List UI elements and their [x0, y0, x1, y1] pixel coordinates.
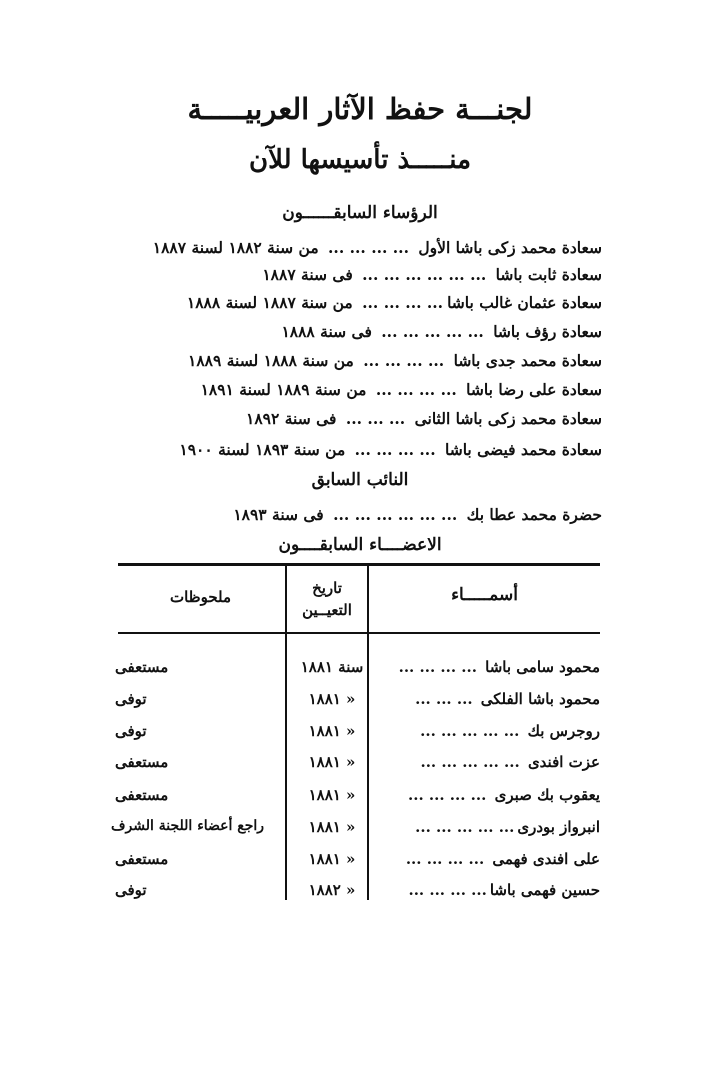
member-date: « ١٨٨١ — [308, 850, 356, 868]
member-date: « ١٨٨١ — [308, 786, 356, 804]
table-row: عزت افندى ... ... ... ... ... « ١٨٨١ مستعفى — [115, 753, 600, 771]
table-top-rule — [118, 563, 600, 566]
president-row: سعادة ثابت باشا ... ... ... ... ... ... فى سنة ١٨٨٧ — [262, 265, 602, 284]
member-name: على افندى فهمى — [492, 850, 600, 868]
table-row: على افندى فهمى ... ... ... ... « ١٨٨١ مستعفى — [115, 850, 600, 868]
presidents-heading: الرؤساء السابقــــــون — [282, 203, 438, 223]
member-name: محمود باشا الفلكى — [480, 690, 600, 708]
table-header-rule — [118, 632, 600, 634]
president-row: سعادة على رضا باشا ... ... ... ... من سنة ١٨٨٩ لسنة ١٨٩١ — [200, 380, 602, 399]
members-heading: الاعضــــاء السابقــــون — [278, 535, 442, 555]
table-row: انبرواز بودرى... ... ... ... ... « ١٨٨١ راجع أعضاء اللجنة الشرف — [111, 818, 600, 836]
page-subtitle: منـــــذ تأسيسها للآن — [248, 145, 472, 175]
member-name: محمود سامى باشا — [485, 658, 600, 676]
president-row: سعادة محمد زكى باشا الثانى ... ... ... فى سنة ١٨٩٢ — [246, 409, 602, 428]
table-row: محمود سامى باشا ... ... ... ... سنة ١٨٨١ مستعفى — [115, 658, 600, 676]
president-row: سعادة محمد جدى باشا ... ... ... ... من سنة ١٨٨٨ لسنة ١٨٨٩ — [188, 351, 602, 370]
member-note: توفى — [115, 722, 147, 740]
president-row: سعادة محمد فيضى باشا ... ... ... ... من سنة ١٨٩٣ لسنة ١٩٠٠ — [179, 440, 602, 459]
member-date: « ١٨٨١ — [308, 818, 356, 836]
member-note: مستعفى — [115, 786, 169, 804]
president-row: سعادة رؤف باشا ... ... ... ... ... فى سنة ١٨٨٨ — [281, 322, 602, 341]
member-name: انبرواز بودرى — [517, 818, 600, 836]
member-note: توفى — [115, 881, 147, 899]
table-row: يعقوب بك صبرى ... ... ... ... « ١٨٨١ مستعفى — [115, 786, 600, 804]
deputy-row: حضرة محمد عطا بك ... ... ... ... ... ... فى سنة ١٨٩٣ — [233, 505, 602, 524]
member-date: سنة ١٨٨١ — [300, 658, 364, 676]
member-date: « ١٨٨٢ — [308, 881, 356, 899]
member-note: توفى — [115, 690, 147, 708]
president-row: سعادة عثمان غالب باشا... ... ... ... من سنة ١٨٨٧ لسنة ١٨٨٨ — [186, 293, 602, 312]
member-name: روجرس بك — [527, 722, 600, 740]
col-header-names: أسمـــــاء — [451, 585, 518, 605]
member-note: مستعفى — [115, 850, 169, 868]
member-name: عزت افندى — [527, 753, 600, 771]
member-note: مستعفى — [115, 753, 169, 771]
table-row: محمود باشا الفلكى ... ... ... « ١٨٨١ توفى — [115, 690, 600, 708]
member-date: « ١٨٨١ — [308, 690, 356, 708]
table-row: روجرس بك ... ... ... ... ... « ١٨٨١ توفى — [115, 722, 600, 740]
col-header-notes: ملحوظات — [169, 588, 232, 606]
member-note: مستعفى — [115, 658, 169, 676]
member-date: « ١٨٨١ — [308, 722, 356, 740]
member-date: « ١٨٨١ — [308, 753, 356, 771]
table-row: حسين فهمى باشا... ... ... ... « ١٨٨٢ توفى — [115, 881, 600, 899]
member-note: راجع أعضاء اللجنة الشرف — [111, 818, 265, 834]
deputy-heading: النائب السابق — [311, 470, 409, 490]
page-title: لجنـــة حفظ الآثار العربيـــــة — [187, 92, 533, 126]
president-row: سعادة محمد زكى باشا الأول ... ... ... ... من سنة ١٨٨٢ لسنة ١٨٨٧ — [152, 238, 602, 257]
member-name: يعقوب بك صبرى — [494, 786, 600, 804]
member-name: حسين فهمى باشا — [489, 881, 600, 899]
col-header-date: تاريخ التعيــين — [302, 579, 352, 619]
